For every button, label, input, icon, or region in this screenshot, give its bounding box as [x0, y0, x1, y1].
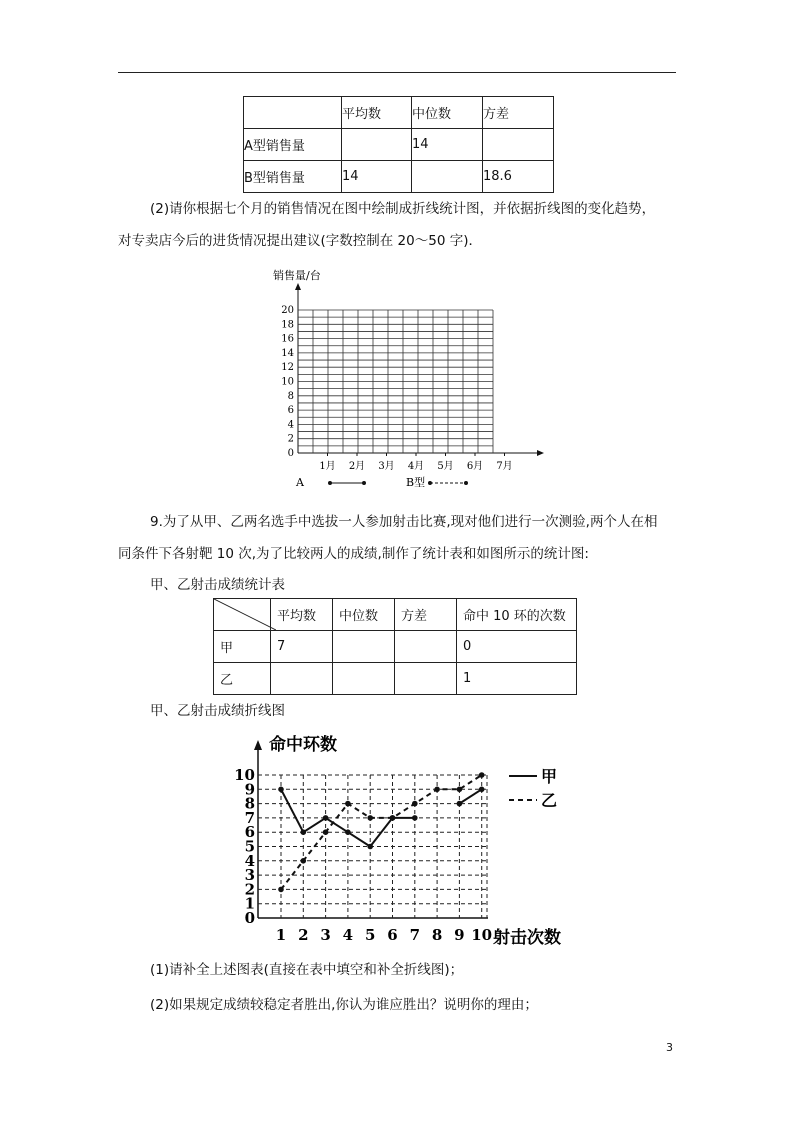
- x-tick-label: 2月: [348, 461, 366, 472]
- data-point: [390, 815, 396, 821]
- question-2-line-2: 对专卖店今后的进货情况提出建议(字数控制在 20～50 字)．: [118, 233, 482, 249]
- x-tick-label: 4月: [407, 461, 425, 472]
- data-point: [301, 829, 307, 835]
- x-tick-label: 1: [275, 926, 287, 944]
- table-row: [214, 599, 577, 631]
- sales-table: [243, 96, 554, 193]
- table-cell: 甲: [214, 631, 271, 663]
- question-2-line-1: (2)请你根据七个月的销售情况在图中绘制成折线统计图，并依据折线图的变化趋势，: [150, 201, 656, 217]
- shooting-chart-ylabel: 命中环数: [269, 735, 337, 755]
- x-tick-label: 9: [454, 926, 465, 944]
- data-point: [278, 787, 284, 793]
- table-cell: 平均数: [271, 599, 333, 631]
- question-9-line-1: 9.为了从甲、乙两名选手中选拔一人参加射击比赛,现对他们进行一次测验,两个人在相: [150, 514, 658, 530]
- legend-label-jia: 甲: [541, 767, 558, 786]
- data-point: [323, 815, 329, 821]
- table-cell: 中位数: [412, 97, 483, 129]
- shooting-chart: [225, 728, 595, 950]
- data-point: [479, 772, 485, 778]
- table-cell: 方差: [395, 599, 457, 631]
- y-tick-label: 20: [281, 305, 294, 316]
- shooting-chart-xlabel: 射击次数: [493, 928, 561, 948]
- x-tick-label: 8: [431, 926, 443, 944]
- table-cell: [395, 631, 457, 663]
- table-cell: B型销售量: [244, 161, 342, 193]
- table-row: [244, 161, 554, 193]
- legend-dot: [464, 481, 468, 485]
- table-cell: 7: [271, 631, 333, 663]
- y-tick-label: 0: [287, 448, 294, 459]
- header-rule: [118, 72, 676, 73]
- diagonal-line: [214, 599, 276, 630]
- sales-x-arrow: [537, 450, 544, 456]
- data-point: [479, 787, 485, 793]
- y-tick-label: 1: [244, 894, 255, 913]
- data-point: [345, 829, 351, 835]
- y-tick-label: 8: [244, 794, 255, 813]
- legend-label-b: B型: [406, 476, 426, 489]
- data-point: [345, 801, 351, 807]
- y-tick-label: 2: [287, 433, 294, 445]
- legend-dot: [362, 481, 366, 485]
- table-cell: 0: [457, 631, 577, 663]
- y-tick-label: 2: [244, 880, 255, 899]
- table-cell: 14: [412, 129, 483, 161]
- y-tick-label: 18: [281, 319, 294, 331]
- x-tick-label: 1月: [319, 461, 336, 472]
- x-tick-label: 5月: [437, 461, 454, 472]
- y-tick-label: 9: [244, 780, 255, 799]
- table-cell: [483, 129, 554, 161]
- table-row: [244, 129, 554, 161]
- x-tick-label: 6月: [466, 461, 484, 472]
- data-point: [434, 787, 440, 793]
- y-tick-label: 7: [244, 808, 255, 827]
- page-number: 3: [666, 1041, 673, 1054]
- table-cell: [342, 129, 412, 161]
- y-tick-label: 6: [244, 823, 255, 842]
- table-row: [244, 97, 554, 129]
- y-tick-label: 4: [244, 851, 255, 870]
- sub-question-2: (2)如果规定成绩较稳定者胜出,你认为谁应胜出？说明你的理由；: [150, 997, 538, 1013]
- y-tick-label: 12: [281, 362, 294, 374]
- table-cell: A型销售量: [244, 129, 342, 161]
- y-tick-label: 10: [281, 376, 294, 388]
- table-cell: 乙: [214, 663, 271, 695]
- y-tick-label: 4: [287, 419, 294, 431]
- x-tick-label: 3: [320, 926, 331, 944]
- question-9-line-2: 同条件下各射靶 10 次,为了比较两人的成绩,制作了统计表和如图所示的统计图:: [118, 546, 589, 562]
- data-point: [367, 815, 373, 821]
- sales-chart-ylabel: 销售量/台: [273, 269, 321, 282]
- x-tick-label: 7: [409, 926, 421, 944]
- table-cell: 18.6: [483, 161, 554, 193]
- y-tick-label: 10: [234, 766, 255, 784]
- table-cell: 中位数: [333, 599, 395, 631]
- x-tick-label: 6: [387, 926, 398, 944]
- table-cell: [333, 631, 395, 663]
- table-cell: 14: [342, 161, 412, 193]
- table-cell: [395, 663, 457, 695]
- data-point: [457, 801, 463, 807]
- x-tick-label: 2: [298, 926, 309, 944]
- table-cell: [333, 663, 395, 695]
- data-point: [301, 858, 307, 864]
- table-cell: 方差: [483, 97, 554, 129]
- data-point: [412, 815, 418, 821]
- legend-dot: [328, 481, 332, 485]
- y-tick-label: 3: [244, 866, 255, 885]
- legend-label-yi: 乙: [541, 791, 558, 810]
- data-point: [412, 801, 418, 807]
- x-tick-label: 7月: [496, 461, 513, 472]
- table-cell: [412, 161, 483, 193]
- x-tick-label: 4: [342, 926, 354, 944]
- legend-label-a: A: [296, 476, 304, 489]
- legend-dot: [428, 481, 432, 485]
- y-tick-label: 6: [287, 405, 294, 417]
- sales-y-arrow: [295, 283, 301, 290]
- sales-chart: [260, 263, 560, 495]
- shooting-y-arrow: [254, 740, 262, 750]
- x-tick-label: 3月: [378, 461, 395, 472]
- table-cell: 1: [457, 663, 577, 695]
- table-cell: 平均数: [342, 97, 412, 129]
- data-point: [457, 787, 463, 793]
- table-row: [214, 663, 577, 695]
- data-point: [278, 887, 284, 893]
- y-tick-label: 5: [244, 837, 255, 856]
- table-cell: [271, 663, 333, 695]
- y-tick-label: 14: [281, 347, 294, 359]
- table-row: [214, 631, 577, 663]
- series-line-甲: [459, 789, 481, 803]
- x-tick-label: 5: [364, 926, 376, 944]
- table-cell: 命中 10 环的次数: [457, 599, 577, 631]
- sub-question-1: (1)请补全上述图表(直接在表中填空和补全折线图)；: [150, 962, 464, 978]
- y-tick-label: 16: [281, 333, 294, 345]
- data-point: [323, 829, 329, 835]
- shooting-table: [213, 598, 577, 695]
- table-cell: [244, 97, 342, 129]
- data-point: [367, 844, 373, 850]
- x-tick-label: 10: [471, 926, 493, 944]
- y-tick-label: 8: [287, 390, 294, 402]
- y-tick-label: 0: [244, 909, 255, 927]
- table-2-title: 甲、乙射击成绩统计表: [150, 577, 285, 593]
- chart-2-title: 甲、乙射击成绩折线图: [150, 703, 285, 719]
- diagonal-header-cell: [214, 599, 271, 631]
